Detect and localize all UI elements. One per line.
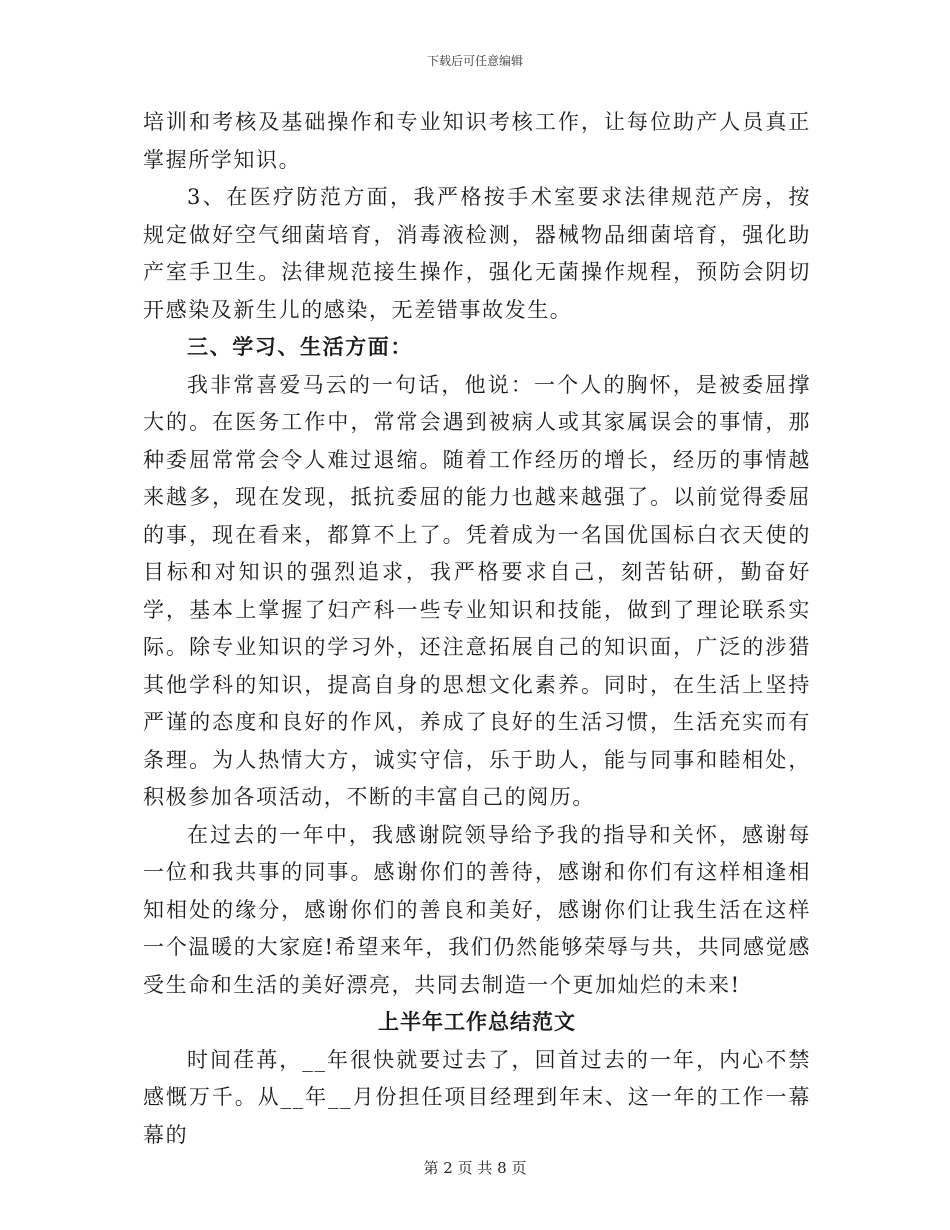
paragraph-study-life: 我非常喜爱马云的一句话，他说：一个人的胸怀，是被委屈撑大的。在医务工作中，常常会遇到被病人或其家属误会的事情，那种委屈常常会令人难过退缩。随着工作经历的增长，经历的事情越来越多，现在发现，抵抗委屈的能力也越来越强了。以前觉得委屈的事，现在看来，都算不上了。凭着成为一名国优国标白衣天使的目标和对知识的强烈追求，我严格要求自己，刻苦钻研，勤奋好学，基本上掌握了妇产科一些专业知识和技能，做到了理论联系实际。除专业知识的学习外，还注意拓展自己的知识面，广泛的涉猎其他学科的知识，提高自身的思想文化素养。同时，在生活上坚持严谨的态度和良好的作风，养成了良好的生活习惯，生活充实而有条理。为人热情大方，诚实守信，乐于助人，能与同事和睦相处，积极参加各项活动，不断的丰富自己的阅历。 xyxy=(143,372,811,809)
paragraph-medical-prevention: 3、在医疗防范方面，我严格按手术室要求法律规范产房，按规定做好空气细菌培育，消毒液检测，器械物品细菌培育，强化助产室手卫生。法律规范接生操作，强化无菌操作规程，预防会阴切开感染及新生儿的感染，无差错事故发生。 xyxy=(143,185,811,322)
page-number: 第 2 页 共 8 页 xyxy=(423,1159,527,1177)
paragraph-summary-intro: 时间荏苒，__年很快就要过去了，回首过去的一年，内心不禁感慨万千。从__年__月份担任项目经理到年末、这一年的工作一幕幕的 xyxy=(143,1047,811,1147)
header-note: 下载后可任意编辑 xyxy=(426,54,523,68)
document-body xyxy=(143,104,811,1154)
document-title: 上半年工作总结范文 xyxy=(378,1010,576,1034)
section-heading-study-life: 三、学习、生活方面： xyxy=(187,335,413,359)
paragraph-training: 培训和考核及基础操作和专业知识考核工作，让每位助产人员真正掌握所学知识。 xyxy=(143,110,811,172)
paragraph-gratitude: 在过去的一年中，我感谢院领导给予我的指导和关怀，感谢每一位和我共事的同事。感谢你们的善待，感谢和你们有这样相逢相知相处的缘分，感谢你们的善良和美好，感谢你们让我生活在这样一个温暖的大家庭!希望来年，我们仍然能够荣辱与共，共同感觉感受生命和生活的美好漂亮，共同去制造一个更加灿烂的未来! xyxy=(143,822,811,997)
